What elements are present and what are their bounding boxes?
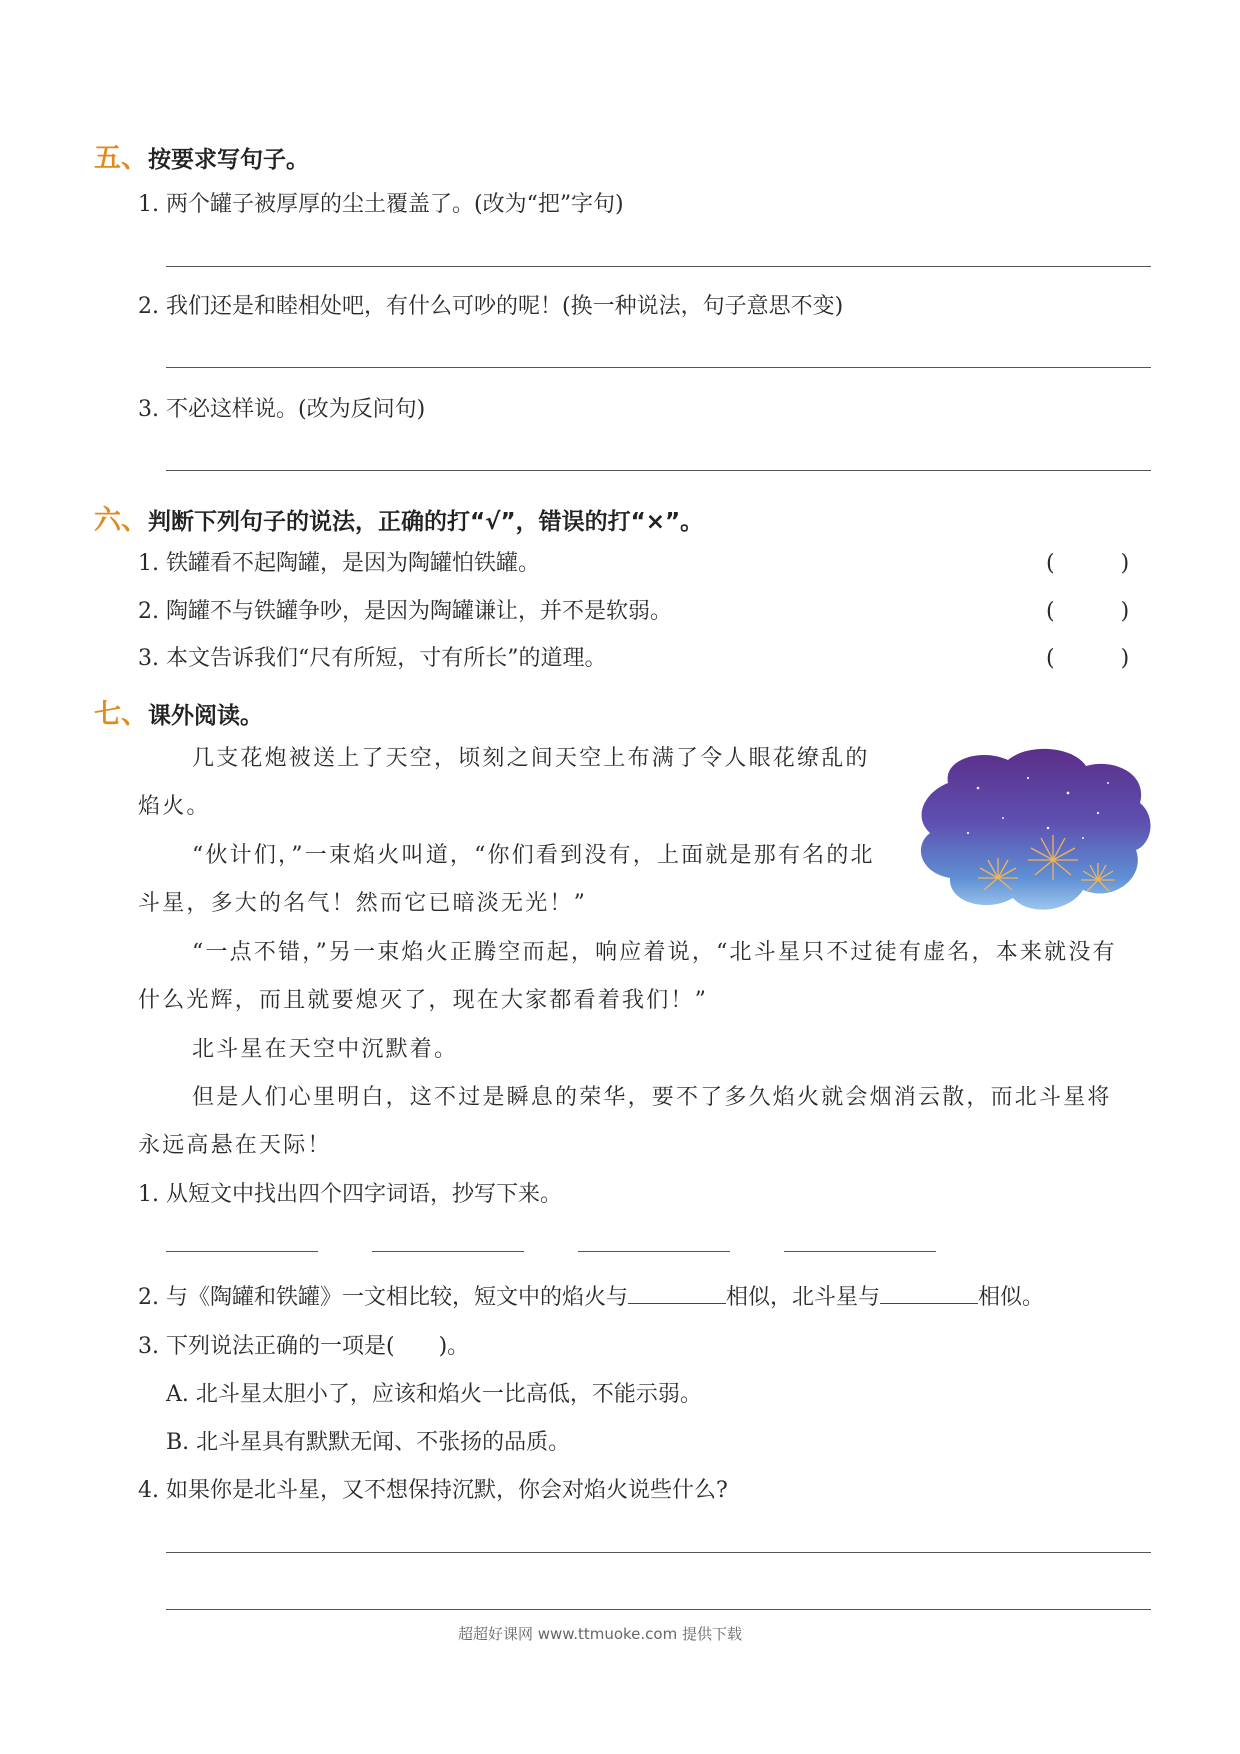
story-p2-line2: 斗星，多大的名气！然而它已暗淡无光！”: [138, 891, 588, 916]
story-p3-line1: “一点不错，”另一束焰火正腾空而起，响应着说，“北斗星只不过徒有虚名，本来就没有: [192, 940, 1117, 965]
section-6-heading: [94, 498, 703, 537]
story-p5-line1: 但是人们心里明白，这不过是瞬息的荣华，要不了多久焰火就会烟消云散，而北斗星将: [192, 1085, 1112, 1110]
story-p2-line1: “伙计们，”一束焰火叫道，“你们看到没有，上面就是那有名的北: [192, 843, 875, 868]
s7-question-2: [138, 1280, 1044, 1311]
s7-question-4: 4. 如果你是北斗星，又不想保持沉默，你会对焰火说些什么?: [138, 1478, 728, 1503]
s7-q2-blank-1[interactable]: [628, 1283, 726, 1304]
story-p5-line2: 永远高悬在天际！: [138, 1133, 332, 1158]
section-7-heading: [94, 692, 263, 731]
fireworks-night-sky-illustration: [908, 738, 1158, 918]
s7-q1-blank-2[interactable]: [372, 1251, 524, 1252]
s7-q2-text-c: 相似。: [978, 1285, 1045, 1310]
s6-answer-paren-2[interactable]: ( ): [1046, 599, 1130, 624]
section-7-number: 七、: [94, 699, 148, 730]
section-6-number: 六、: [94, 505, 148, 536]
s7-q1-blank-4[interactable]: [784, 1251, 936, 1252]
footer-watermark: 超超好课网 www.ttmuoke.com 提供下载: [458, 1625, 742, 1643]
s7-q2-text-a: 2. 与《陶罐和铁罐》一文相比较，短文中的焰火与: [138, 1285, 628, 1310]
story-p3-line2: 什么光辉，而且就要熄灭了，现在大家都看着我们！”: [138, 988, 709, 1013]
s7-q3-option-a[interactable]: A. 北斗星太胆小了，应该和焰火一比高低，不能示弱。: [166, 1382, 702, 1407]
s7-q4-answer-line-2[interactable]: [166, 1609, 1151, 1610]
section-7-title: 课外阅读。: [148, 703, 263, 729]
s5-answer-line-1[interactable]: [166, 266, 1151, 267]
section-6-title: 判断下列句子的说法，正确的打“√”，错误的打“×”。: [148, 509, 704, 535]
s5-question-3: 3. 不必这样说。(改为反问句): [138, 397, 426, 422]
story-p1-line1: 几支花炮被送上了天空，顷刻之间天空上布满了令人眼花缭乱的: [192, 746, 870, 771]
story-p4: 北斗星在天空中沉默着。: [192, 1037, 459, 1062]
s7-q1-blank-1[interactable]: [166, 1251, 318, 1252]
s6-item-2: 2. 陶罐不与铁罐争吵，是因为陶罐谦让，并不是软弱。: [138, 599, 672, 624]
section-5-number: 五、: [94, 143, 148, 174]
s7-q1-blank-3[interactable]: [578, 1251, 730, 1252]
s5-answer-line-2[interactable]: [166, 367, 1151, 368]
story-p1-line2: 焰火。: [138, 794, 211, 819]
s7-q2-text-b: 相似，北斗星与: [726, 1285, 881, 1310]
s7-q2-blank-2[interactable]: [880, 1283, 978, 1304]
s7-q4-answer-line-1[interactable]: [166, 1552, 1151, 1553]
section-5-title: 按要求写句子。: [148, 147, 309, 173]
s5-question-2: 2. 我们还是和睦相处吧，有什么可吵的呢！(换一种说法，句子意思不变): [138, 294, 844, 319]
s5-answer-line-3[interactable]: [166, 470, 1151, 471]
s5-question-1: 1. 两个罐子被厚厚的尘土覆盖了。(改为“把”字句): [138, 192, 624, 217]
s6-answer-paren-3[interactable]: ( ): [1046, 646, 1130, 671]
s6-item-1: 1. 铁罐看不起陶罐，是因为陶罐怕铁罐。: [138, 551, 540, 576]
section-5-heading: [94, 136, 309, 175]
s7-question-1: 1. 从短文中找出四个四字词语，抄写下来。: [138, 1182, 562, 1207]
s6-item-3: 3. 本文告诉我们“尺有所短，寸有所长”的道理。: [138, 646, 607, 671]
s7-question-3: 3. 下列说法正确的一项是( )。: [138, 1334, 470, 1359]
s7-q3-option-b[interactable]: B. 北斗星具有默默无闻、不张扬的品质。: [166, 1430, 571, 1455]
s6-answer-paren-1[interactable]: ( ): [1046, 551, 1130, 576]
